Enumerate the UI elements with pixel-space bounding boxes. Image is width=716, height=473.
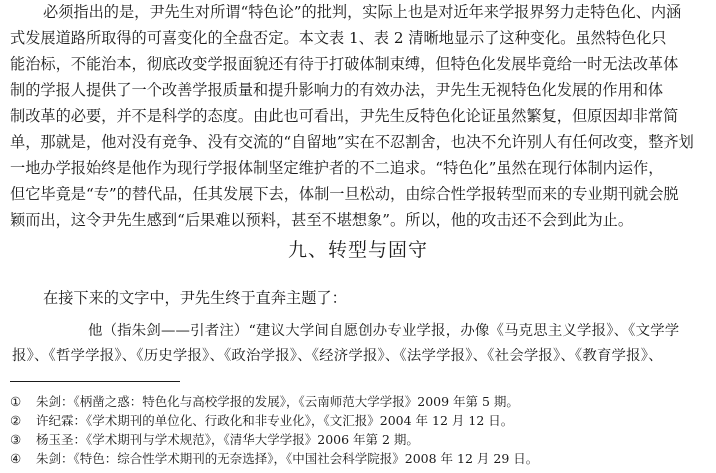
paragraph-1-line-7: 一地办学报始终是他作为现行学报体制坚定维护者的不二追求。“特色化”虽然在现行体制内运作， (10, 159, 664, 177)
footnote-marker: ① (10, 394, 22, 409)
footnote-marker: ③ (10, 432, 22, 447)
paragraph-1-line-4: 制的学报人提供了一个改善学报质量和提升影响力的有效办法，尹先生无视特色化发展的作用和体 (10, 81, 664, 99)
quote-line-1: 他（指朱剑——引者注）“建议大学间自愿创办专业学报，办像《马克思主义学报》、《文学学 (88, 323, 680, 339)
footnote-marker: ② (10, 413, 22, 428)
paragraph-1-line-2: 式发展道路所取得的可喜变化的全盘否定。本文表 1、表 2 清晰地显示了这种变化。虽然特色化只 (10, 29, 667, 47)
footnote-3 (10, 431, 419, 448)
footnote-1 (10, 393, 519, 410)
section-heading: 九、转型与固守 (287, 239, 428, 261)
footnote-2 (10, 412, 513, 429)
footnote-4 (10, 450, 538, 467)
paragraph-1-line-6: 单，那就是，他对没有竞争、没有交流的“自留地”实在不忍割舍，也决不允许别人有任何改变，整齐划 (10, 133, 694, 151)
footnote-text: 朱剑：《柄凿之惑：特色化与高校学报的发展》，《云南师范大学学报》2009 年第 5 期。 (36, 394, 519, 409)
paragraph-2: 在接下来的文字中，尹先生终于直奔主题了： (43, 289, 347, 307)
paragraph-1-line-9: 颖而出，这令尹先生感到“后果难以预料，甚至不堪想象”。所以，他的攻击还不会到此为止。 (10, 211, 634, 229)
footnote-text: 朱剑：《特色：综合性学术期刊的无奈选择》，《中国社会科学院报》2008 年 12 月 29 日。 (36, 451, 539, 466)
paragraph-1-line-1: 必须指出的是，尹先生对所谓“特色论”的批判，实际上也是对近年来学报界努力走特色化、内涵 (43, 3, 682, 21)
paragraph-1-line-5: 制改革的必要，并不是科学的态度。由此也可看出，尹先生反特色化论证虽然繁复，但原因却非常简 (10, 107, 679, 125)
paragraph-1-line-3: 能治标，不能治本，彻底改变学报面貌还有待于打破体制束缚，但特色化发展毕竟给一时无法改革体 (10, 55, 679, 73)
footnote-separator (10, 381, 180, 382)
footnote-text: 杨玉圣：《学术期刊与学术规范》，《清华大学学报》2006 年第 2 期。 (36, 432, 419, 447)
footnote-text: 许纪霖：《学术期刊的单位化、行政化和非专业化》，《文汇报》2004 年 12 月 12 日。 (36, 413, 514, 428)
quote-line-2: 报》、《哲学学报》、《历史学报》、《政治学报》、《经济学报》、《法学学报》、《社会学报》、《教育学报》、 (12, 348, 663, 364)
footnote-marker: ④ (10, 451, 22, 466)
paragraph-1-line-8: 但它毕竟是“专”的替代品，任其发展下去，体制一旦松动，由综合性学报转型而来的专业期刊就会脱 (10, 185, 679, 203)
